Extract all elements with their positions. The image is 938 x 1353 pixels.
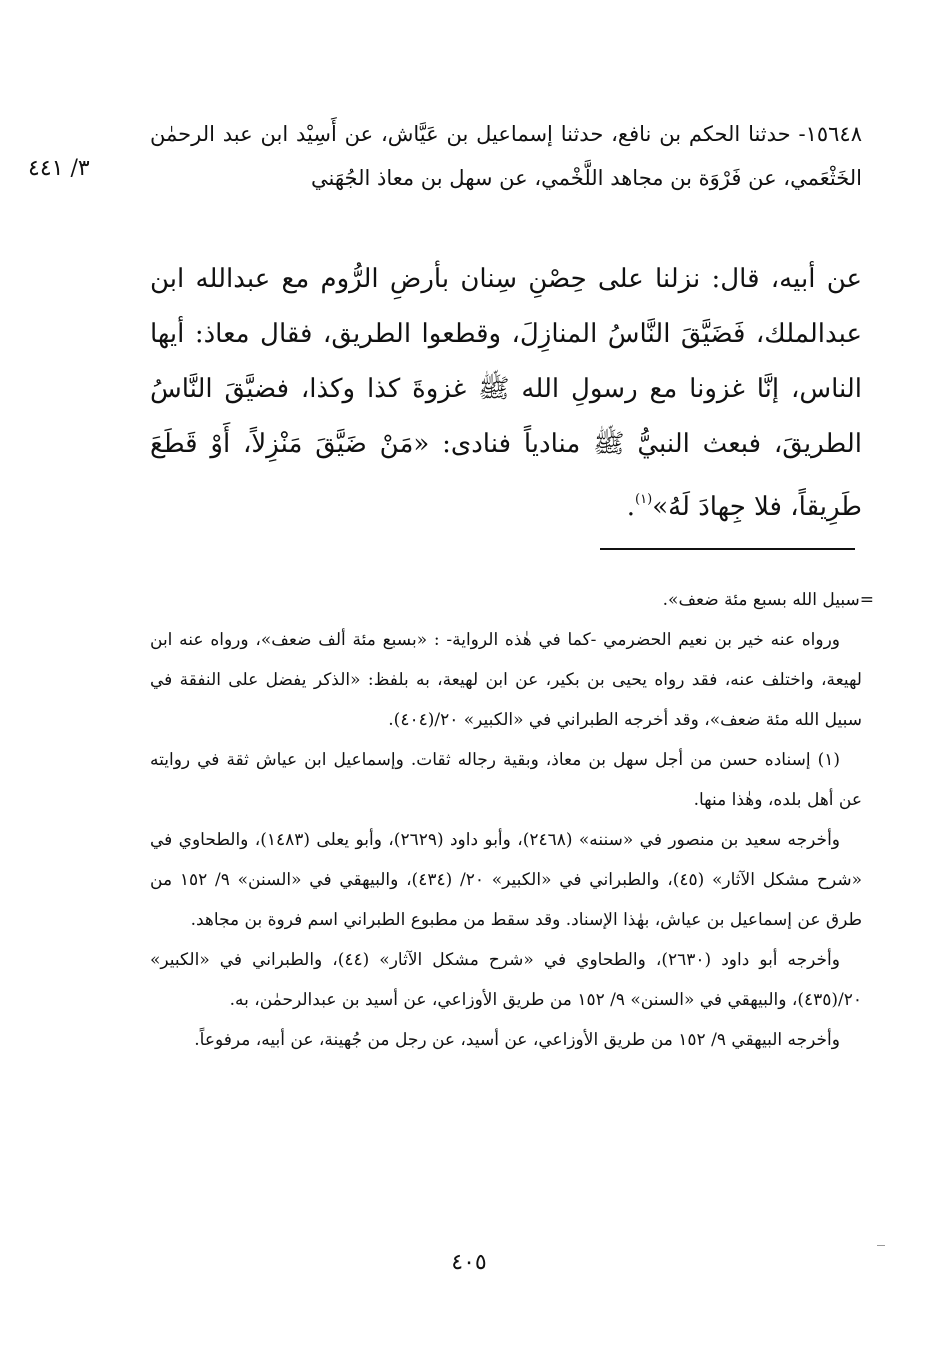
footnote-continuation: =سبيل الله بسبع مئة ضعف». <box>662 590 874 610</box>
footnote-paragraph: ورواه عنه خير بن نعيم الحضرمي -كما في هٰذه الرواية- : «بسبع مئة ألف ضعف»، ورواه عنه ابن لهيعة، واختلف عنه، فقد رواه يحيى بن بكير، عن ابن لهيعة، به بلفظ: «الذكر يفضل على النفقة في سبيل الله مئة ضعف»، وقد أخرجه الطبراني في «الكبير» ٢٠/(٤٠٤). <box>150 630 862 730</box>
footnote-separator <box>600 548 855 550</box>
hadith-matn <box>150 252 862 535</box>
footnote-paragraph: وأخرجه أبو داود (٢٦٣٠)، والطحاوي في «شرح مشكل الآثار» (٤٤)، والطبراني في «الكبير» ٢٠/(٤٣٥)، والبيهقي في «السنن» ٩/ ١٥٢ من طريق الأوزاعي، عن أسيد بن عبدالرحمٰن، به. <box>150 950 862 1010</box>
scan-mark <box>877 1245 885 1246</box>
footnotes-section <box>150 580 874 1060</box>
footnote-paragraph: (١) إسناده حسن من أجل سهل بن معاذ، وبقية رجاله ثقات. وإسماعيل ابن عياش ثقة في روايته عن أهل بلده، وهٰذا منها. <box>150 750 862 810</box>
volume-page-reference: ٣/ ٤٤١ <box>28 156 90 181</box>
footnote-marker: (١) <box>635 492 653 507</box>
footnote-paragraph: وأخرجه سعيد بن منصور في «سننه» (٢٤٦٨)، وأبو داود (٢٦٢٩)، وأبو يعلى (١٤٨٣)، والطحاوي في «شرح مشكل الآثار» (٤٥)، والطبراني في «الكبير» ٢٠/ (٤٣٤)، والبيهقي في «السنن» ٩/ ١٥٢ من طرق عن إسماعيل بن عياش، بهٰذا الإسناد. وقد سقط من مطبوع الطبراني اسم فروة بن مجاهد. <box>150 830 862 930</box>
hadith-matn-text: عن أبيه، قال: نزلنا على حِصْنِ سِنان بأرضِ الرُّوم مع عبدالله ابن عبدالملك، فَضَيَّقَ النَّاسُ المنازِلَ، وقطعوا الطريق، فقال معاذ: أيها الناس، إنَّا غزونا مع رسولِ الله ﷺ غزوةَ كذا وكذا، فضيَّقَ النَّاسُ الطريقَ، فبعث النبيُّ ﷺ منادياً فنادى: «مَنْ ضَيَّقَ مَنْزِلاً، أَوْ قَطَعَ طَرِيقاً، فلا جِهادَ لَهُ» <box>150 264 862 522</box>
matn-end-punct: . <box>626 492 636 522</box>
footnote-paragraph: وأخرجه البيهقي ٩/ ١٥٢ من طريق الأوزاعي، عن أسيد، عن رجل من جُهينة، عن أبيه، مرفوعاً. <box>194 1030 840 1050</box>
hadith-isnad: ١٥٦٤٨- حدثنا الحكم بن نافع، حدثنا إسماعيل بن عَيَّاش، عن أَسِيْد ابن عبد الرحمٰن الخَثْعَمي، عن فَرْوَة بن مجاهد اللَّخْمي، عن سهل بن معاذ الجُهَني <box>150 122 862 190</box>
page-number: ٤٠٥ <box>451 1250 487 1275</box>
